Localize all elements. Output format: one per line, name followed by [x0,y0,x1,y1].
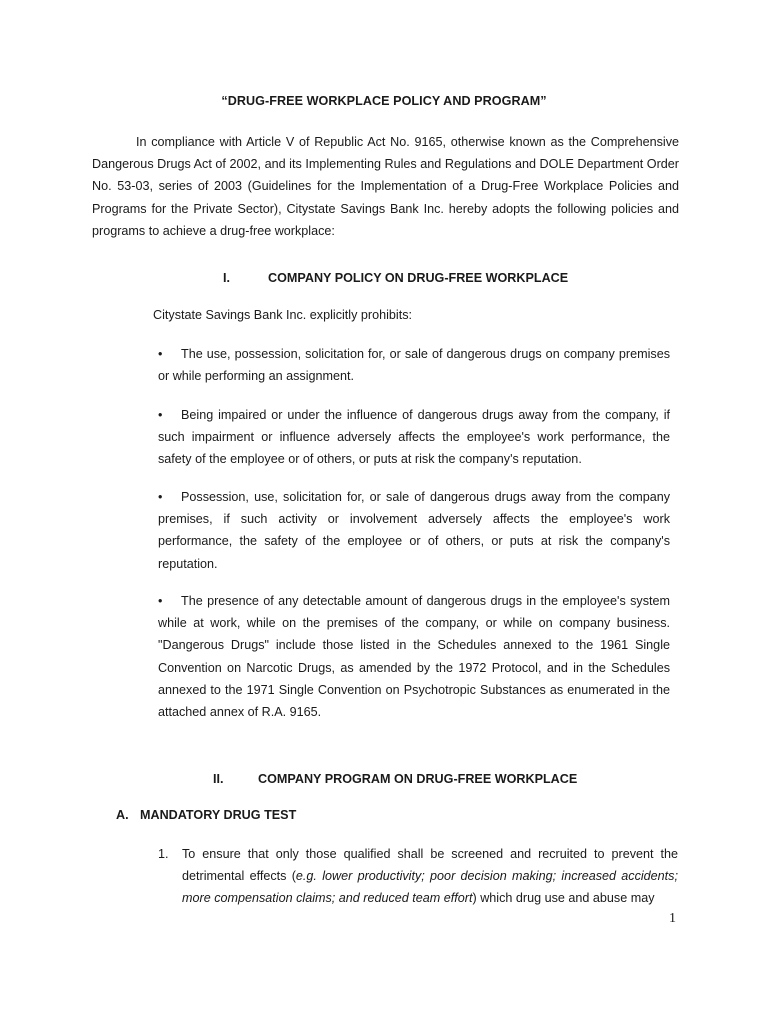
prohibition-bullet [158,486,670,575]
bullet-icon: • [158,347,163,361]
bullet-icon: • [158,594,163,608]
bullet-icon: • [158,490,163,504]
document-title: “DRUG-FREE WORKPLACE POLICY AND PROGRAM” [221,94,547,108]
page-number: 1 [669,911,676,926]
item-number: 1. [158,847,169,861]
subsection-a-heading [116,808,296,822]
item-text-end: ) which drug use and abuse may [472,891,655,906]
section-2-number: II. [213,772,224,786]
item-text-start: To ensure that only those qualified shall be screened and recruited to prevent the detrimental effects ( [182,847,678,884]
bullet-text: Possession, use, solicitation for, or sale of dangerous drugs away from the company premises, if such activity or involvement adversely affects the employee's work performance, the safety of the employee or of others, or puts at risk the company's reputation. [158,490,670,571]
section-1-title: COMPANY POLICY ON DRUG-FREE WORKPLACE [268,271,569,285]
prohibition-bullet [158,404,670,471]
bullet-text: The use, possession, solicitation for, or sale of dangerous drugs on company premises or while performing an assignment. [158,347,670,384]
subsection-letter: A. [116,808,129,822]
bullet-icon: • [158,408,163,422]
subsection-title: MANDATORY DRUG TEST [140,808,297,822]
item-text [182,843,678,910]
item-text-examples: e.g. lower productivity; poor decision making; increased accidents; more compensation claims; and reduced team effort [182,869,678,906]
bullet-text: Being impaired or under the influence of dangerous drugs away from the company, if such impairment or influence adversely affects the employee's work performance, the safety of the employee or of others, or puts at risk the company's reputation. [158,408,670,467]
section-1-lead: Citystate Savings Bank Inc. explicitly prohibits: [153,308,412,322]
bullet-text: The presence of any detectable amount of dangerous drugs in the employee's system while at work, while on the premises of the company, or while on company business. "Dangerous Drugs" include those listed in the Schedules annexed to the 1961 Single Convention on Narcotic Drugs, as amended by the 1972 Protocol, and in the Schedules annexed to the 1971 Single Convention on Psychotropic Substances as enumerated in the attached annex of R.A. 9165. [158,594,670,720]
section-1-number: I. [223,271,230,285]
intro-paragraph: In compliance with Article V of Republic Act No. 9165, otherwise known as the Comprehensive Dangerous Drugs Act of 2002, and its Implementing Rules and Regulations and DOLE Department Order No. 53-03, series of 2003 (Guidelines for the Implementation of a Drug-Free Workplace Policies and Programs for the Private Sector), Citystate Savings Bank Inc. hereby adopts the following policies and programs to achieve a drug-free workplace: [92,135,679,238]
prohibition-bullet [158,590,670,723]
prohibition-bullet [158,343,670,387]
section-2-title: COMPANY PROGRAM ON DRUG-FREE WORKPLACE [258,772,578,786]
